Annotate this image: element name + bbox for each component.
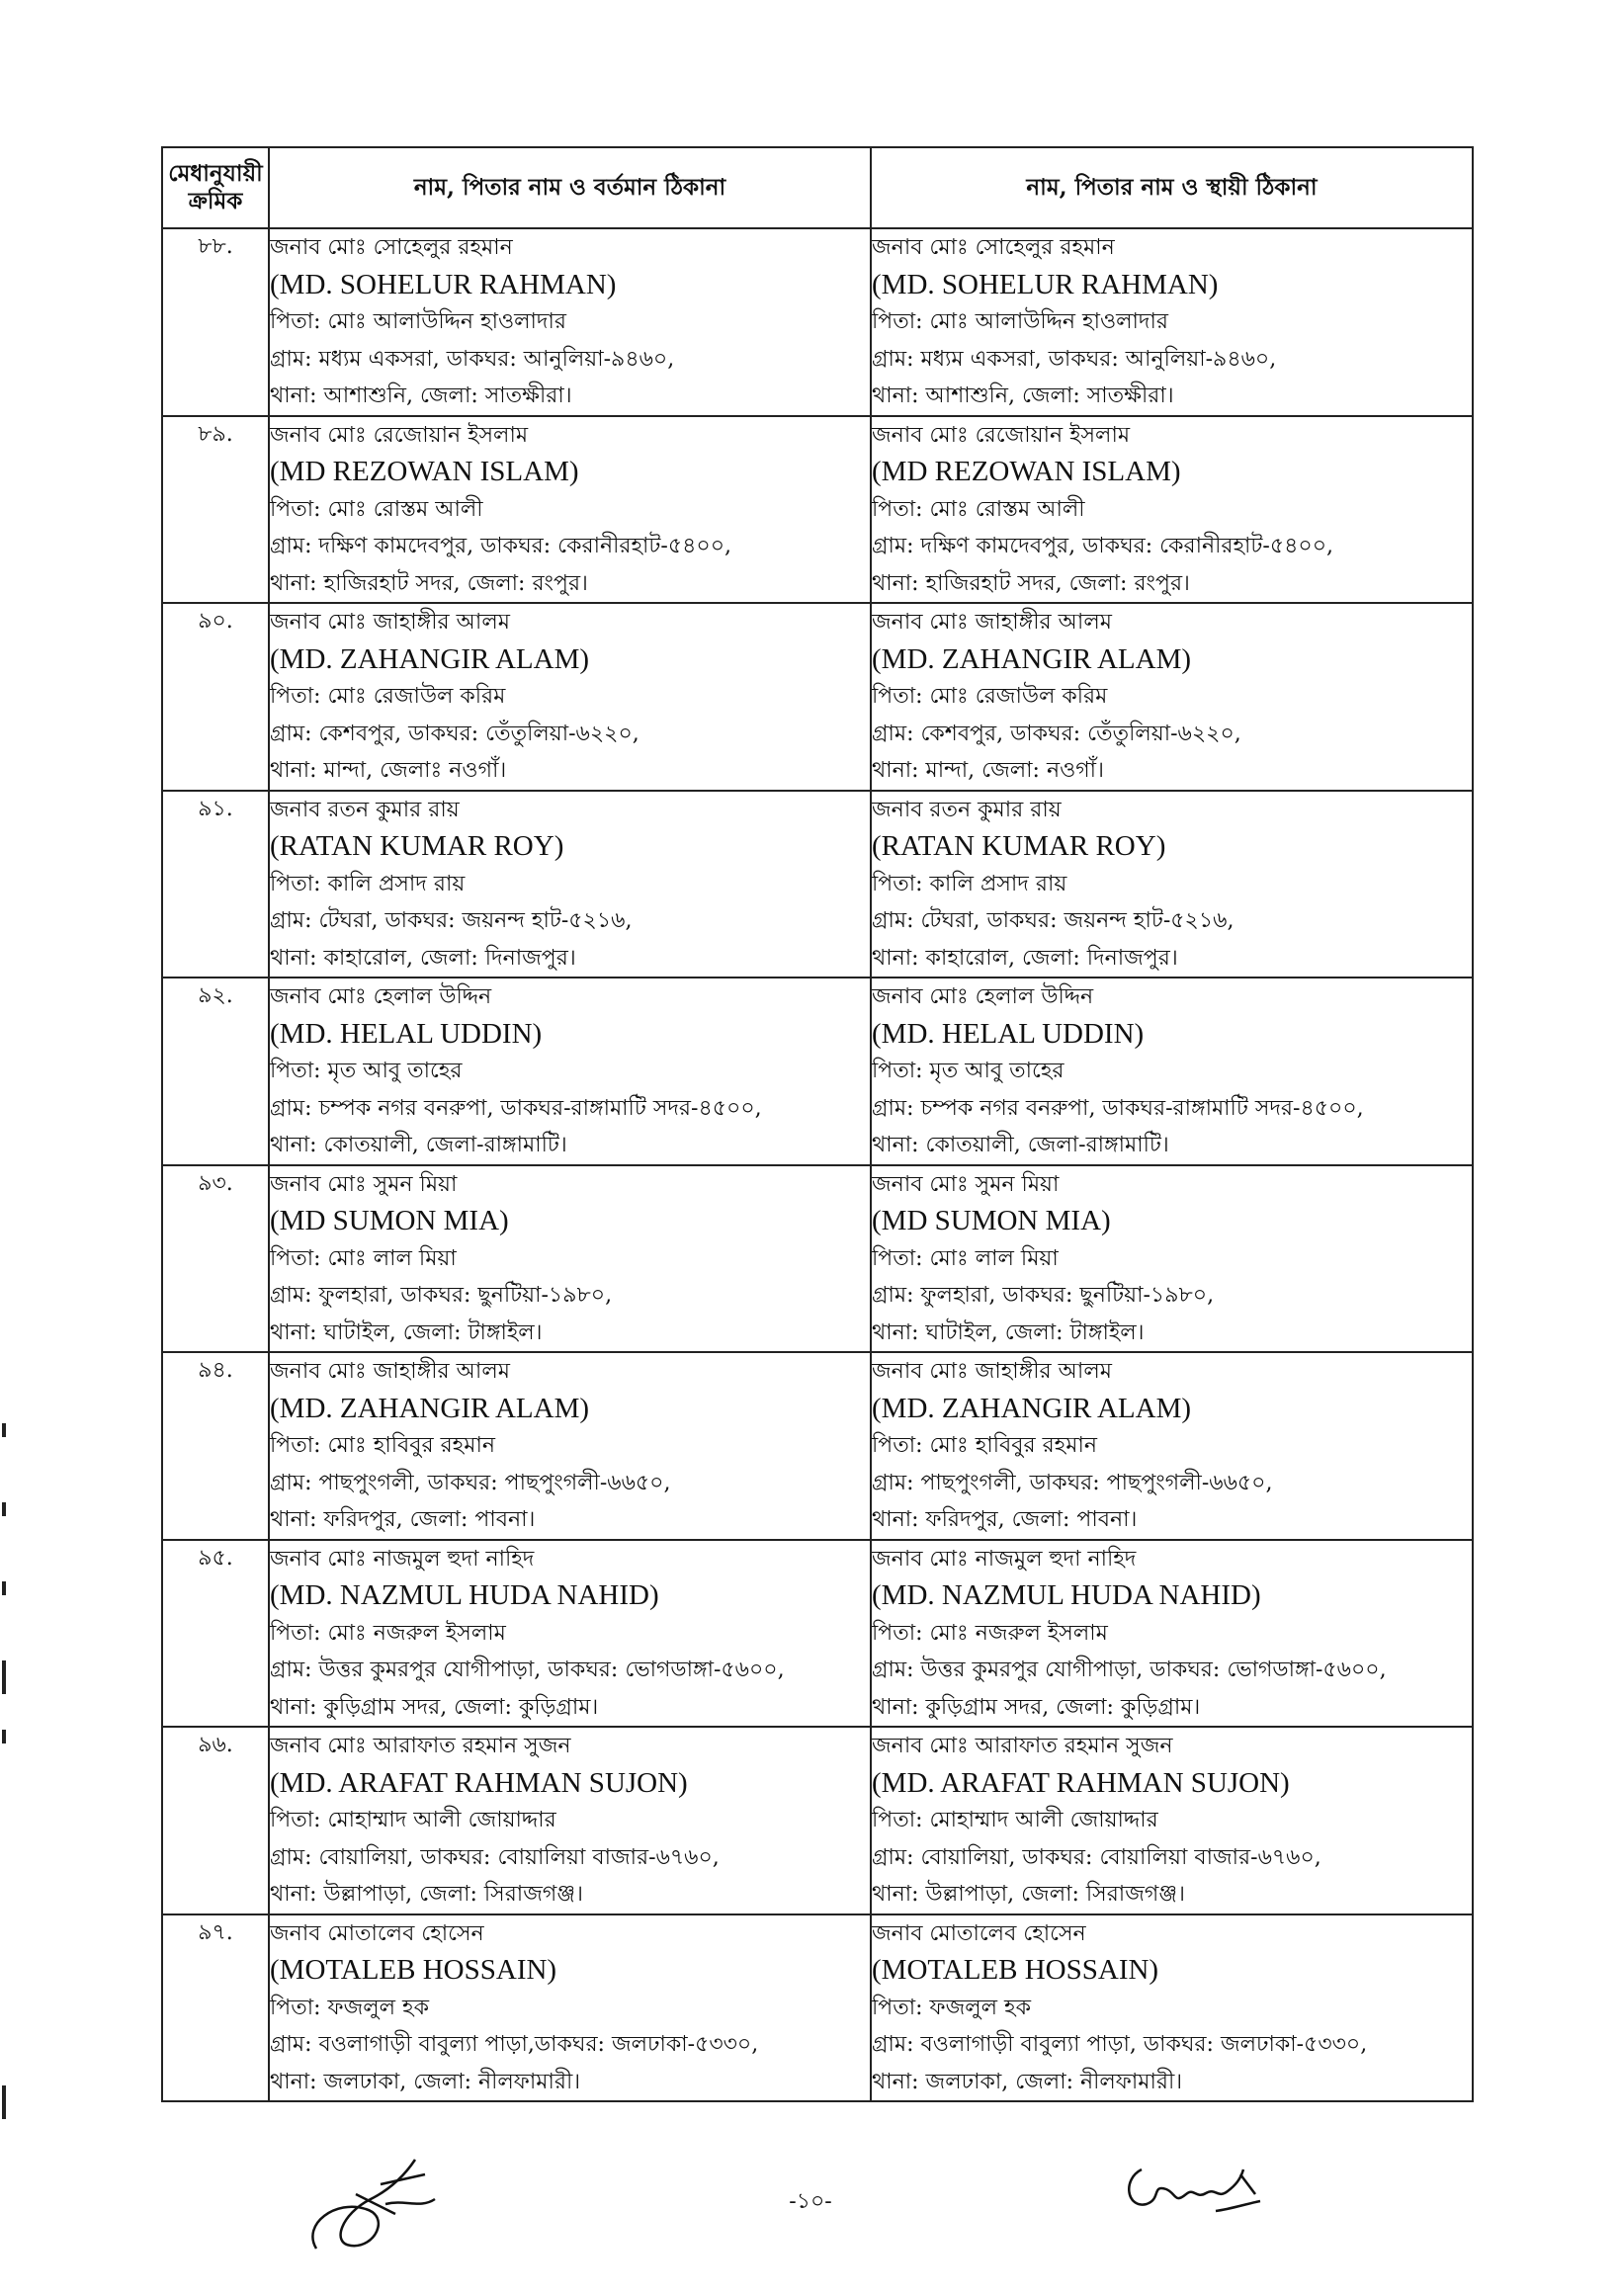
candidate-name-english: (MD SUMON MIA) <box>270 1205 509 1236</box>
page-number: -১০- <box>789 2189 832 2214</box>
permanent-address-cell <box>871 1165 1473 1353</box>
thana-district: থানা: কোতয়ালী, জেলা-রাঙ্গামাটি। <box>872 1133 1169 1157</box>
father-name: পিতা: মোঃ আলাউদ্দিন হাওলাদার <box>872 309 1168 334</box>
present-address-cell <box>269 1914 871 2102</box>
thana-district: থানা: আশাশুনি, জেলা: সাতক্ষীরা। <box>872 383 1174 408</box>
thana-district: থানা: মান্দা, জেলাঃ নওগাঁ। <box>270 758 507 783</box>
candidate-name: জনাব রতন কুমার রায় <box>872 797 1062 822</box>
thana-district: থানা: আশাশুনি, জেলা: সাতক্ষীরা। <box>270 383 572 408</box>
father-name: পিতা: মোহাম্মাদ আলী জোয়াদ্দার <box>872 1808 1158 1832</box>
thana-district: থানা: কুড়িগ্রাম সদর, জেলা: কুড়িগ্রাম। <box>872 1694 1201 1720</box>
father-name: পিতা: মোঃ হাবিবুর রহমান <box>872 1433 1097 1458</box>
table-row <box>162 791 1473 978</box>
candidate-name-english: (RATAN KUMAR ROY) <box>872 830 1166 862</box>
row-serial: ৯২. <box>162 978 269 1165</box>
village-post-office: গ্রাম: মধ্যম একসরা, ডাকঘর: আনুলিয়া-৯৪৬০, <box>270 346 675 372</box>
table-row <box>162 1727 1473 1914</box>
margin-mark <box>2 1660 6 1694</box>
candidate-name-english: (MD. NAZMUL HUDA NAHID) <box>872 1579 1261 1611</box>
candidate-name-english: (MD. NAZMUL HUDA NAHID) <box>270 1579 659 1611</box>
header-present-address: নাম, পিতার নাম ও বর্তমান ঠিকানা <box>269 147 871 228</box>
row-serial: ৯৭. <box>162 1914 269 2102</box>
candidate-name: জনাব মোঃ সুমন মিয়া <box>872 1171 1060 1197</box>
father-name: পিতা: কালি প্রসাদ রায় <box>872 871 1067 896</box>
village-post-office: গ্রাম: বওলাগাড়ী বাবুল্যা পাড়া, ডাকঘর: জলঢাকা-৫৩৩০, <box>872 2032 1368 2057</box>
row-serial: ৮৮. <box>162 228 269 416</box>
thana-district: থানা: ঘাটাইল, জেলা: টাঙ্গাইল। <box>270 1319 543 1345</box>
present-address-cell <box>269 791 871 978</box>
table-row <box>162 228 1473 416</box>
margin-mark <box>2 1423 6 1437</box>
row-serial: ৯১. <box>162 791 269 978</box>
present-address-cell <box>269 1727 871 1914</box>
thana-district: থানা: ফরিদপুর, জেলা: পাবনা। <box>270 1507 536 1532</box>
table-row <box>162 1914 1473 2102</box>
candidate-name: জনাব মোঃ নাজমুল হুদা নাহিদ <box>872 1546 1137 1572</box>
candidate-name: জনাব মোঃ সোহেলুর রহমান <box>872 235 1115 260</box>
candidate-name: জনাব মোঃ রেজোয়ান ইসলাম <box>872 422 1131 448</box>
table-row <box>162 1540 1473 1728</box>
candidate-table <box>161 146 1474 2102</box>
thana-district: থানা: ফরিদপুর, জেলা: পাবনা। <box>872 1507 1138 1532</box>
candidate-name-english: (MD REZOWAN ISLAM) <box>270 456 579 487</box>
candidate-name: জনাব মোঃ আরাফাত রহমান সুজন <box>872 1734 1173 1758</box>
father-name: পিতা: মোঃ নজরুল ইসলাম <box>270 1620 506 1646</box>
signature-right <box>1117 2150 1275 2229</box>
thana-district: থানা: মান্দা, জেলা: নওগাঁ। <box>872 758 1104 783</box>
father-name: পিতা: মোঃ রেজাউল করিম <box>872 684 1108 709</box>
candidate-name-english: (MD. ZAHANGIR ALAM) <box>270 642 590 675</box>
thana-district: থানা: উল্লাপাড়া, জেলা: সিরাজগঞ্জ। <box>270 1882 583 1907</box>
candidate-name-english: (MD. SOHELUR RAHMAN) <box>872 268 1219 300</box>
village-post-office: গ্রাম: বওলাগাড়ী বাবুল্যা পাড়া,ডাকঘর: জলঢাকা-৫৩৩০, <box>270 2032 759 2057</box>
permanent-address-cell <box>871 603 1473 791</box>
candidate-name: জনাব মোঃ সোহেলুর রহমান <box>270 235 513 260</box>
candidate-name-english: (MD. SOHELUR RAHMAN) <box>270 268 617 300</box>
thana-district: থানা: কুড়িগ্রাম সদর, জেলা: কুড়িগ্রাম। <box>270 1694 599 1720</box>
table-row <box>162 978 1473 1165</box>
village-post-office: গ্রাম: ফুলহারা, ডাকঘর: ছুনটিয়া-১৯৮০, <box>270 1283 613 1308</box>
present-address-cell <box>269 978 871 1165</box>
table-row <box>162 1352 1473 1540</box>
father-name: পিতা: মোঃ লাল মিয়া <box>872 1245 1059 1271</box>
row-serial: ৯৪. <box>162 1352 269 1540</box>
father-name: পিতা: মোঃ রোস্তম আলী <box>872 496 1085 522</box>
row-serial: ৯৬. <box>162 1727 269 1914</box>
permanent-address-cell <box>871 1914 1473 2102</box>
candidate-name: জনাব মোঃ নাজমুল হুদা নাহিদ <box>270 1546 535 1572</box>
candidate-name: জনাব মোঃ জাহাঙ্গীর আলম <box>872 610 1112 635</box>
present-address-cell <box>269 228 871 416</box>
candidate-name: জনাব মোঃ হেলাল উদ্দিন <box>270 984 492 1009</box>
thana-district: থানা: কাহারোল, জেলা: দিনাজপুর। <box>872 945 1178 971</box>
thana-district: থানা: কাহারোল, জেলা: দিনাজপুর। <box>270 945 576 971</box>
village-post-office: গ্রাম: উত্তর কুমরপুর যোগীপাড়া, ডাকঘর: ভোগডাঙ্গা-৫৬০০, <box>872 1658 1387 1682</box>
candidate-name-english: (MD. HELAL UDDIN) <box>872 1017 1145 1050</box>
village-post-office: গ্রাম: কেশবপুর, ডাকঘর: তেঁতুলিয়া-৬২২০, <box>872 721 1241 746</box>
candidate-name: জনাব মোঃ হেলাল উদ্দিন <box>872 984 1094 1009</box>
candidate-name: জনাব মোতালেব হোসেন <box>270 1920 484 1946</box>
permanent-address-cell <box>871 228 1473 416</box>
permanent-address-cell <box>871 978 1473 1165</box>
candidate-name-english: (MOTALEB HOSSAIN) <box>872 1954 1159 1986</box>
candidate-name: জনাব মোঃ জাহাঙ্গীর আলম <box>270 610 510 635</box>
present-address-cell <box>269 603 871 791</box>
village-post-office: গ্রাম: মধ্যম একসরা, ডাকঘর: আনুলিয়া-৯৪৬০, <box>872 346 1277 372</box>
thana-district: থানা: জলঢাকা, জেলা: নীলফামারী। <box>270 2069 581 2094</box>
candidate-name-english: (MD. ZAHANGIR ALAM) <box>872 1392 1192 1424</box>
candidate-name: জনাব মোঃ রেজোয়ান ইসলাম <box>270 422 529 448</box>
table-row <box>162 416 1473 604</box>
village-post-office: গ্রাম: ফুলহারা, ডাকঘর: ছুনটিয়া-১৯৮০, <box>872 1283 1215 1308</box>
row-serial: ৯৫. <box>162 1540 269 1728</box>
thana-district: থানা: হাজিরহাট সদর, জেলা: রংপুর। <box>872 570 1190 596</box>
candidate-name: জনাব মোঃ আরাফাত রহমান সুজন <box>270 1734 571 1758</box>
village-post-office: গ্রাম: দক্ষিণ কামদেবপুর, ডাকঘর: কেরানীরহাট-৫৪০০, <box>872 534 1333 558</box>
permanent-address-cell <box>871 791 1473 978</box>
row-serial: ৮৯. <box>162 416 269 604</box>
thana-district: থানা: উল্লাপাড়া, জেলা: সিরাজগঞ্জ। <box>872 1882 1185 1907</box>
candidate-name: জনাব মোঃ জাহাঙ্গীর আলম <box>872 1359 1112 1384</box>
village-post-office: গ্রাম: চম্পক নগর বনরুপা, ডাকঘর-রাঙ্গামাটি সদর-৪৫০০, <box>872 1095 1364 1121</box>
permanent-address-cell <box>871 416 1473 604</box>
father-name: পিতা: কালি প্রসাদ রায় <box>270 871 466 896</box>
village-post-office: গ্রাম: চম্পক নগর বনরুপা, ডাকঘর-রাঙ্গামাটি সদর-৪৫০০, <box>270 1095 762 1121</box>
village-post-office: গ্রাম: টেঘরা, ডাকঘর: জয়নন্দ হাট-৫২১৬, <box>872 908 1235 933</box>
margin-mark <box>2 1730 6 1743</box>
father-name: পিতা: মোহাম্মাদ আলী জোয়াদ্দার <box>270 1808 556 1832</box>
candidate-name-english: (MD. HELAL UDDIN) <box>270 1017 543 1050</box>
permanent-address-cell <box>871 1727 1473 1914</box>
thana-district: থানা: ঘাটাইল, জেলা: টাঙ্গাইল। <box>872 1319 1145 1345</box>
thana-district: থানা: হাজিরহাট সদর, জেলা: রংপুর। <box>270 570 588 596</box>
father-name: পিতা: মোঃ রোস্তম আলী <box>270 496 483 522</box>
candidate-name-english: (MD. ZAHANGIR ALAM) <box>872 642 1192 675</box>
candidate-name-english: (MD. ARAFAT RAHMAN SUJON) <box>872 1766 1290 1799</box>
row-serial: ৯৩. <box>162 1165 269 1353</box>
present-address-cell <box>269 1165 871 1353</box>
village-post-office: গ্রাম: উত্তর কুমরপুর যোগীপাড়া, ডাকঘর: ভোগডাঙ্গা-৫৬০০, <box>270 1658 785 1682</box>
header-serial: মেধানুযায়ী ক্রমিক <box>162 147 269 228</box>
village-post-office: গ্রাম: বোয়ালিয়া, ডাকঘর: বোয়ালিয়া বাজার-৬৭৬০, <box>270 1844 720 1870</box>
village-post-office: গ্রাম: টেঘরা, ডাকঘর: জয়নন্দ হাট-৫২১৬, <box>270 908 633 933</box>
table-row <box>162 1165 1473 1353</box>
village-post-office: গ্রাম: দক্ষিণ কামদেবপুর, ডাকঘর: কেরানীরহাট-৫৪০০, <box>270 534 731 558</box>
signature-left <box>297 2155 445 2263</box>
village-post-office: গ্রাম: বোয়ালিয়া, ডাকঘর: বোয়ালিয়া বাজার-৬৭৬০, <box>872 1844 1321 1870</box>
margin-mark <box>2 1581 6 1595</box>
present-address-cell <box>269 1540 871 1728</box>
father-name: পিতা: মোঃ নজরুল ইসলাম <box>872 1620 1108 1646</box>
father-name: পিতা: ফজলুল হক <box>270 1995 430 2020</box>
header-permanent-address: নাম, পিতার নাম ও স্থায়ী ঠিকানা <box>871 147 1473 228</box>
row-serial: ৯০. <box>162 603 269 791</box>
father-name: পিতা: মোঃ হাবিবুর রহমান <box>270 1433 495 1458</box>
father-name: পিতা: ফজলুল হক <box>872 1995 1032 2020</box>
candidate-name: জনাব রতন কুমার রায় <box>270 797 460 822</box>
permanent-address-cell <box>871 1540 1473 1728</box>
candidate-name-english: (RATAN KUMAR ROY) <box>270 830 564 862</box>
thana-district: থানা: জলঢাকা, জেলা: নীলফামারী। <box>872 2069 1183 2094</box>
village-post-office: গ্রাম: পাছপুংগলী, ডাকঘর: পাছপুংগলী-৬৬৫০, <box>270 1470 671 1495</box>
candidate-name: জনাব মোঃ সুমন মিয়া <box>270 1171 458 1197</box>
margin-mark <box>2 1502 6 1516</box>
candidate-name-english: (MOTALEB HOSSAIN) <box>270 1954 557 1986</box>
candidate-name-english: (MD REZOWAN ISLAM) <box>872 456 1181 487</box>
candidate-name: জনাব মোতালেব হোসেন <box>872 1920 1086 1946</box>
present-address-cell <box>269 416 871 604</box>
candidate-name-english: (MD. ZAHANGIR ALAM) <box>270 1392 590 1424</box>
candidate-name: জনাব মোঃ জাহাঙ্গীর আলম <box>270 1359 510 1384</box>
candidate-name-english: (MD. ARAFAT RAHMAN SUJON) <box>270 1766 688 1799</box>
father-name: পিতা: মোঃ রেজাউল করিম <box>270 684 506 709</box>
father-name: পিতা: মোঃ আলাউদ্দিন হাওলাদার <box>270 309 566 334</box>
village-post-office: গ্রাম: কেশবপুর, ডাকঘর: তেঁতুলিয়া-৬২২০, <box>270 721 639 746</box>
father-name: পিতা: মৃত আবু তাহের <box>872 1059 1064 1083</box>
table-row <box>162 603 1473 791</box>
thana-district: থানা: কোতয়ালী, জেলা-রাঙ্গামাটি। <box>270 1133 567 1157</box>
permanent-address-cell <box>871 1352 1473 1540</box>
margin-mark <box>2 2085 6 2119</box>
table-body <box>162 228 1473 2101</box>
village-post-office: গ্রাম: পাছপুংগলী, ডাকঘর: পাছপুংগলী-৬৬৫০, <box>872 1470 1273 1495</box>
candidate-name-english: (MD SUMON MIA) <box>872 1205 1111 1236</box>
father-name: পিতা: মৃত আবু তাহের <box>270 1059 463 1083</box>
present-address-cell <box>269 1352 871 1540</box>
father-name: পিতা: মোঃ লাল মিয়া <box>270 1245 457 1271</box>
table-header-row <box>162 147 1473 228</box>
